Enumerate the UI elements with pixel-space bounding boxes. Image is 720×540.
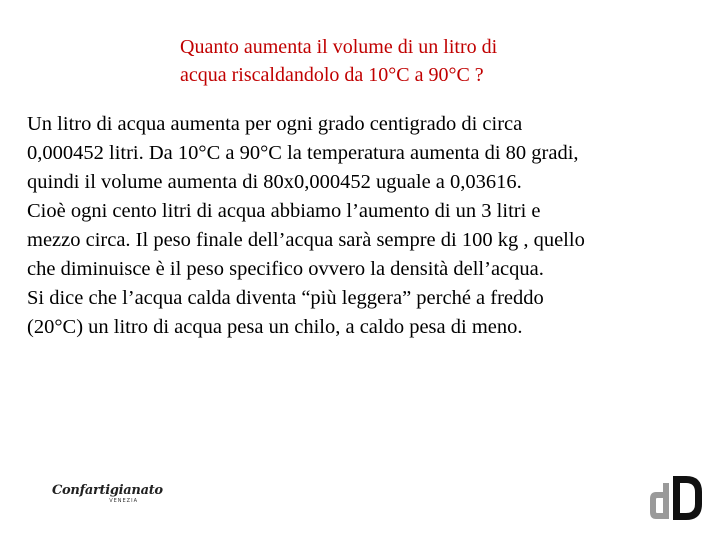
- answer-line: 0,000452 litri. Da 10°C a 90°C la temperatura aumenta di 80 gradi,: [27, 142, 579, 164]
- answer-line: quindi il volume aumenta di 80x0,000452 uguale a 0,03616.: [27, 171, 522, 193]
- answer-line: Si dice che l’acqua calda diventa “più leggera” perché a freddo: [27, 287, 544, 309]
- question-line: acqua riscaldandolo da 10°C a 90°C ?: [180, 64, 484, 86]
- confartigianato-logo: [52, 483, 163, 508]
- answer-line: Un litro di acqua aumenta per ogni grado centigrado di circa: [27, 113, 523, 135]
- logo-subtext: VENEZIA: [109, 498, 138, 504]
- answer-line: (20°C) un litro di acqua pesa un chilo, a caldo pesa di meno.: [27, 316, 523, 338]
- question-line: Quanto aumenta il volume di un litro di: [180, 36, 498, 58]
- question-title: [180, 33, 600, 89]
- answer-line: Cioè ogni cento litri di acqua abbiamo l’aumento di un 3 litri e: [27, 200, 541, 222]
- dd-logo-icon: [646, 472, 706, 524]
- dd-logo-graphic: [646, 472, 706, 524]
- answer-line: mezzo circa. Il peso finale dell’acqua sarà sempre di 100 kg , quello: [27, 229, 585, 251]
- logo-text: Confartigianato: [52, 483, 163, 498]
- answer-paragraph: [27, 110, 707, 342]
- answer-line: che diminuisce è il peso specifico ovvero la densità dell’acqua.: [27, 258, 544, 280]
